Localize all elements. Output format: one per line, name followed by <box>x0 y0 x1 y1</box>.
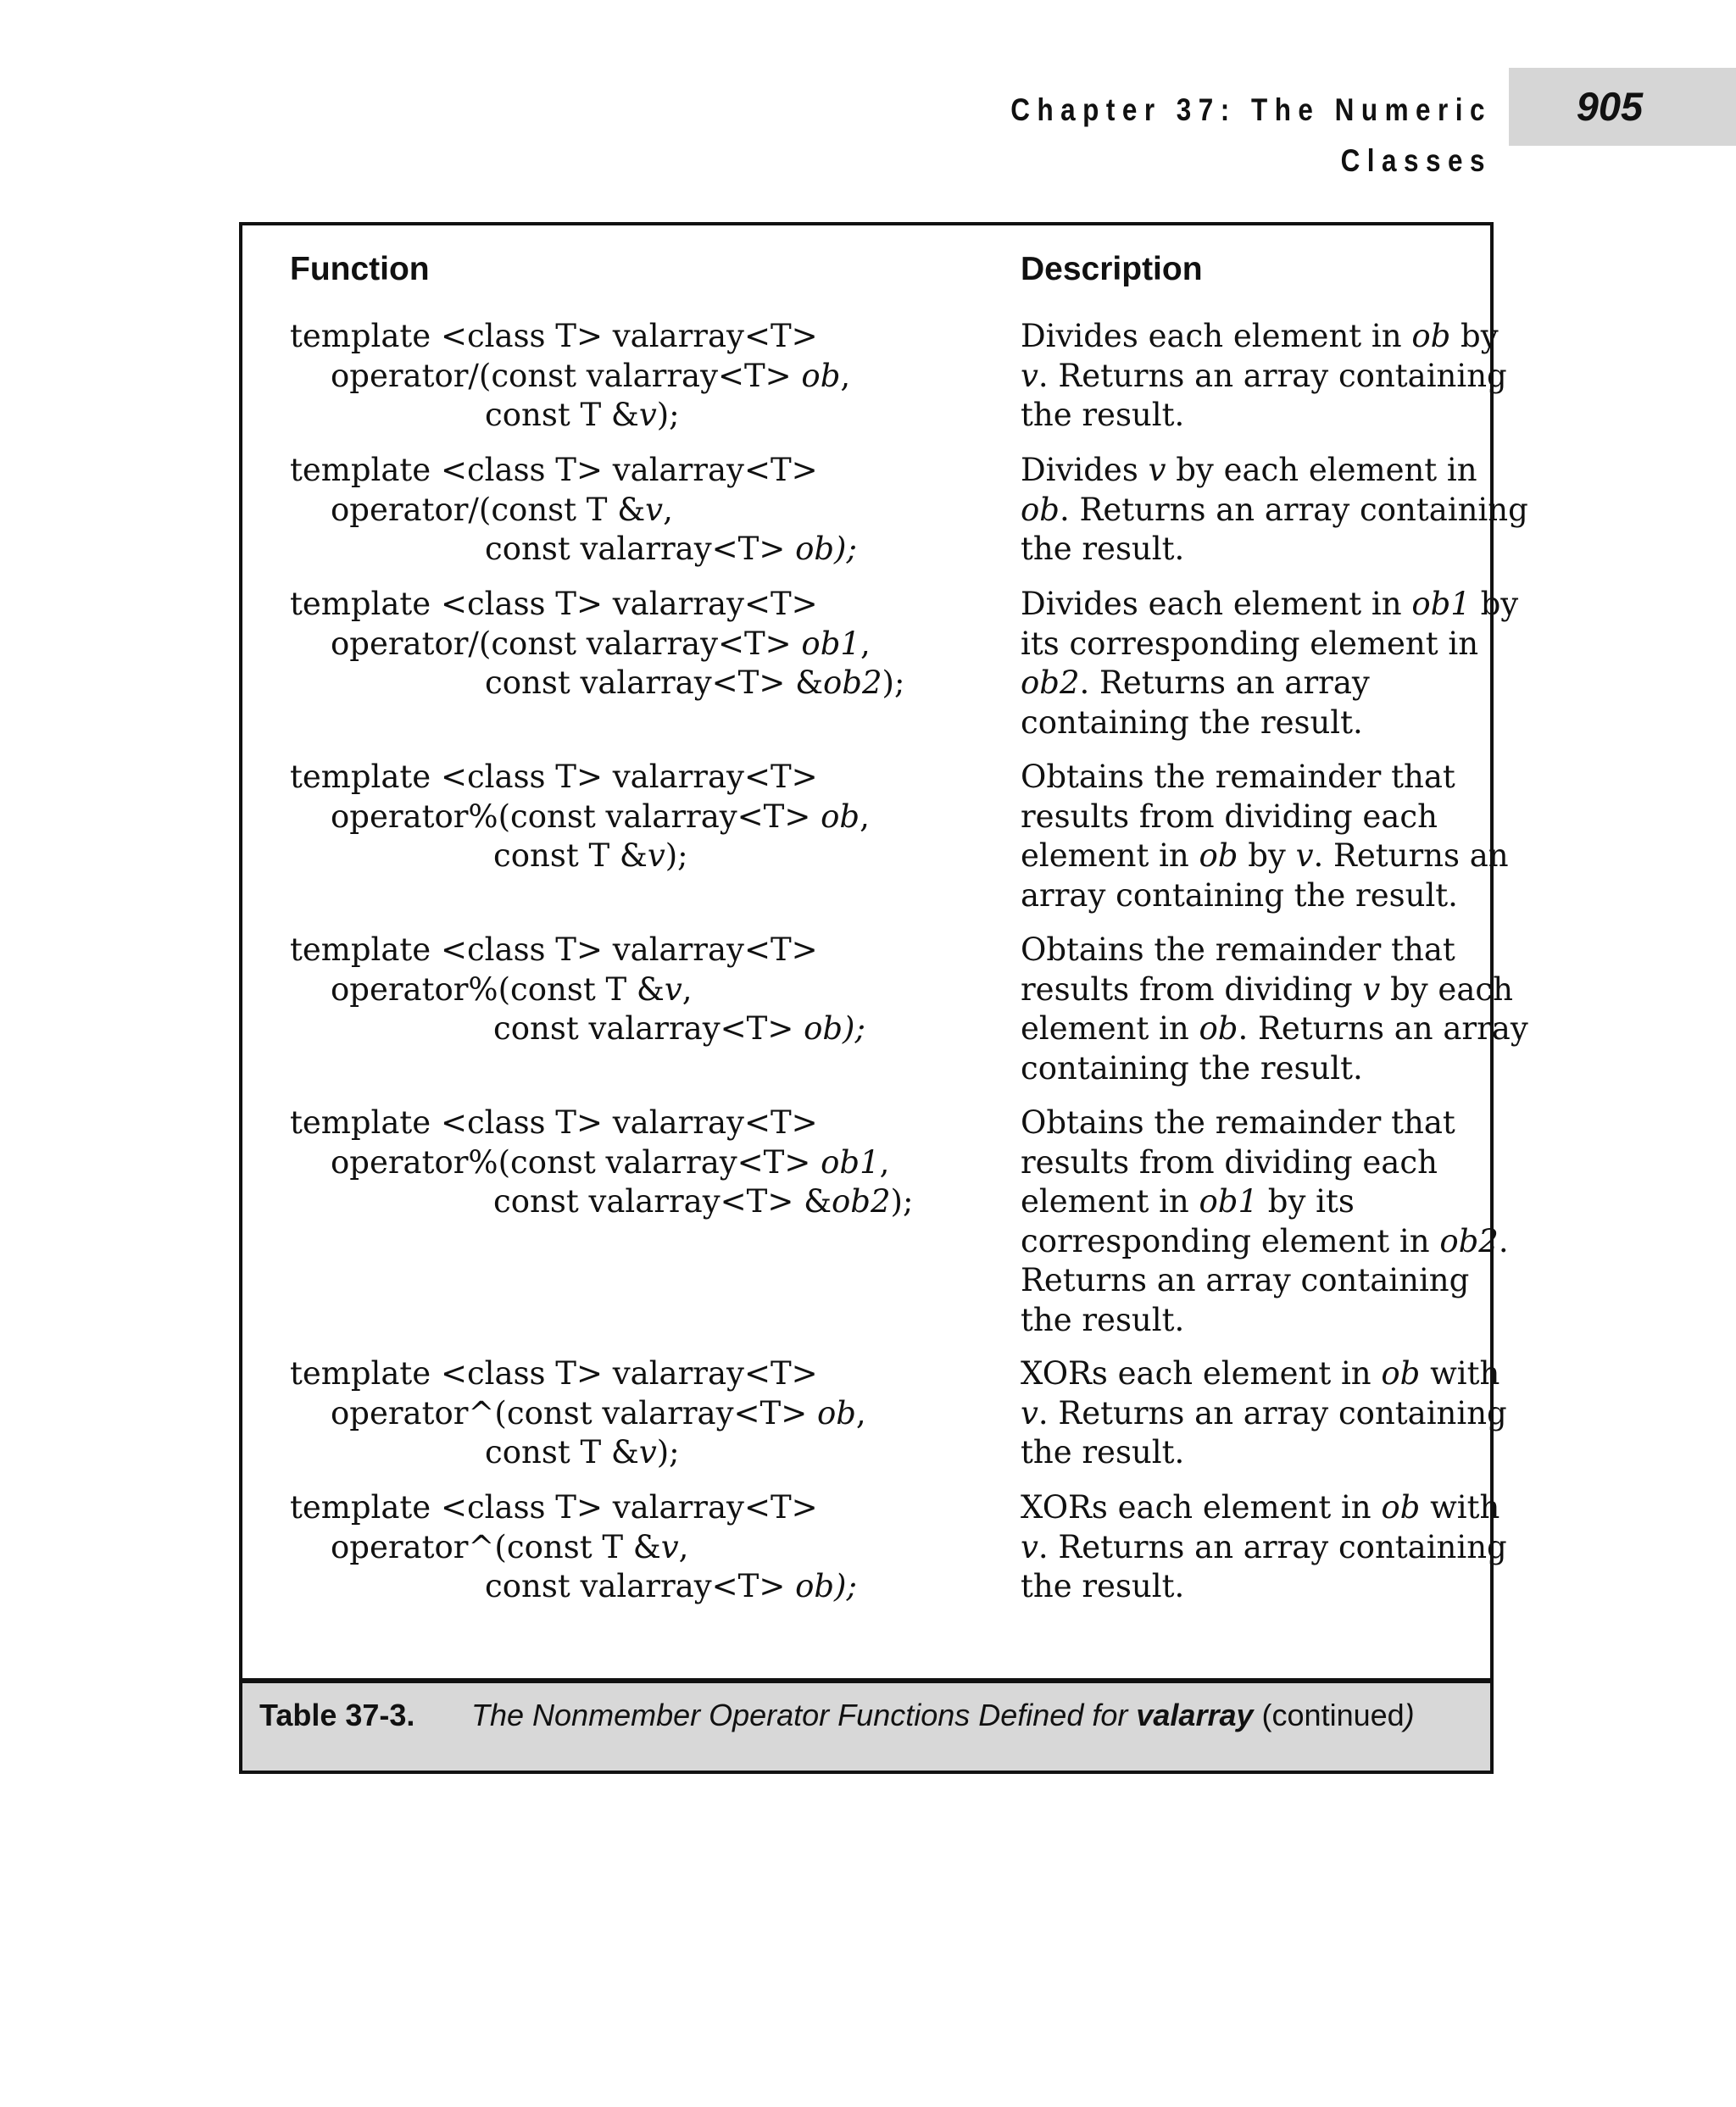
chapter-header: Chapter 37: The Numeric Classes <box>1010 92 1492 178</box>
function-description: Obtains the remainder that results from dividing v by each element in ob. Returns an array containing the result. <box>1021 931 1528 1087</box>
table-caption <box>242 1683 1490 1771</box>
function-description: Obtains the remainder that results from dividing each element in ob1 by its corresponding element in ob2. Returns an array containing the result. <box>1021 1104 1509 1338</box>
function-description: Divides each element in ob1 by its corresponding element in ob2. Returns an array containing the result. <box>1021 586 1519 741</box>
function-signature: template <class T> valarray<T> operator%(const valarray<T> ob1, const valarray<T> &ob2); <box>290 1104 914 1220</box>
column-header-function: Function <box>290 251 430 287</box>
function-signature: template <class T> valarray<T> operator^(const T &v, const valarray<T> ob); <box>290 1489 857 1604</box>
column-header-description: Description <box>1021 251 1203 287</box>
function-description: XORs each element in ob with v. Returns an array containing the result. <box>1021 1355 1507 1470</box>
function-description: Divides v by each element in ob. Returns an array containing the result. <box>1021 452 1528 567</box>
table-body <box>242 225 1528 1683</box>
function-description: Obtains the remainder that results from dividing each element in ob by v. Returns an array containing the result. <box>1021 759 1509 914</box>
function-description: XORs each element in ob with v. Returns an array containing the result. <box>1021 1489 1507 1604</box>
function-description: Divides each element in ob by v. Returns an array containing the result. <box>1021 318 1507 433</box>
function-signature: template <class T> valarray<T> operator^(const valarray<T> ob, const T &v); <box>290 1355 866 1470</box>
caption-text: The Nonmember Operator Functions Defined for valarray (continued) <box>471 1698 1415 1732</box>
function-signature: template <class T> valarray<T> operator/(const valarray<T> ob, const T &v); <box>290 318 851 433</box>
operator-table <box>239 222 1528 1774</box>
function-signature: template <class T> valarray<T> operator/(const T &v, const valarray<T> ob); <box>290 452 857 567</box>
caption-label: Table 37-3. <box>259 1698 415 1732</box>
function-signature: template <class T> valarray<T> operator/(const valarray<T> ob1, const valarray<T> &ob2); <box>290 586 905 701</box>
page-number: 905 <box>1509 68 1736 146</box>
function-signature: template <class T> valarray<T> operator%(const valarray<T> ob, const T &v); <box>290 759 870 874</box>
function-signature: template <class T> valarray<T> operator%(const T &v, const valarray<T> ob); <box>290 931 865 1047</box>
